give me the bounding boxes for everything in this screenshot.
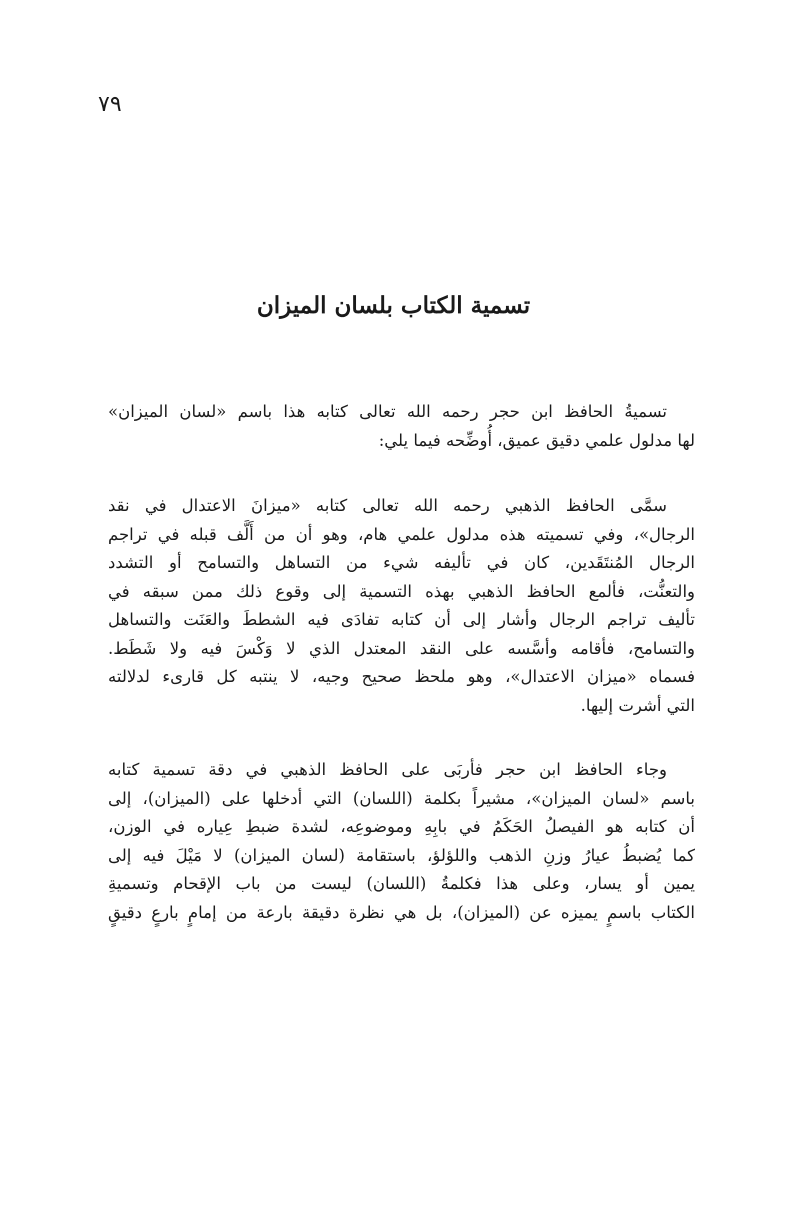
text-line: وجاء الحافظ ابن حجر فأربَى على الحافظ الذهبي في دقة تسمية كتابه [108,760,667,779]
text-line: لها مدلول علمي دقيق عميق، أُوضِّحه فيما يلي: [378,430,695,450]
text-line: والتسامح، فأقامه وأسَّسه على النقد المعتدل الذي لا وَكْسَ فيه ولا شَطَط. [108,638,695,658]
text-line: تسميةُ الحافظ ابن حجر رحمه الله تعالى كتابه هذا باسم «لسان الميزان» [108,402,667,421]
text-line: التي أشرت إليها. [580,695,695,715]
text-line: الرجال»، وفي تسميته هذه مدلول علمي هام، وهو أن من أَلَّف قبله في تراجم [108,524,695,544]
text-line: فسماه «ميزان الاعتدال»، وهو ملحظ صحيح وجيه، لا ينتبه كل قارىء لدلالته [108,667,695,686]
text-line: والتعنُّت، فألمع الحافظ الذهبي بهذه التسمية إلى وقوع ذلك ممن سبقه في [108,581,695,601]
text-line: يمين أو يسار، وعلى هذا فكلمةُ (اللسان) ليست من باب الإقحام وتسميةِ [108,874,695,893]
text-line: أن كتابه هو الفيصلُ الحَكَمُ في بابِهِ وموضوعِه، لشدة ضبطِ عِياره في الوزن، [108,817,695,836]
text-line: كما يُضبطُ عيارُ وزنِ الذهب واللؤلؤ، باستقامة (لسان الميزان) لا مَيْلَ فيه إلى [108,845,695,865]
text-line: تأليف تراجم الرجال وأشار إلى أن كتابه تفادَى فيه الشططَ والعَنَت والتساهل [108,610,695,629]
text-line: باسم «لسان الميزان»، مشيراً بكلمة (اللسان) التي أدخلها على (الميزان)، إلى [108,788,695,808]
text-line: سمَّى الحافظ الذهبي رحمه الله تعالى كتابه «ميزانَ الاعتدال في نقد [108,496,667,515]
paragraph-1 [108,398,695,455]
text-line: الرجال المُنتَقَدين، كان في تأليفه شيء من التساهل والتسامح أو التشدد [108,553,695,572]
page-number: ٧٩ [98,92,122,117]
paragraph-2 [108,492,695,720]
body-text [108,398,695,927]
text-line: الكتاب باسمٍ يميزه عن (الميزان)، بل هي نظرة دقيقة بارعة من إمامٍ بارعٍ دقيقٍ [108,902,695,922]
paragraph-3 [108,756,695,927]
page-title: تسمية الكتاب بلسان الميزان [256,292,531,319]
